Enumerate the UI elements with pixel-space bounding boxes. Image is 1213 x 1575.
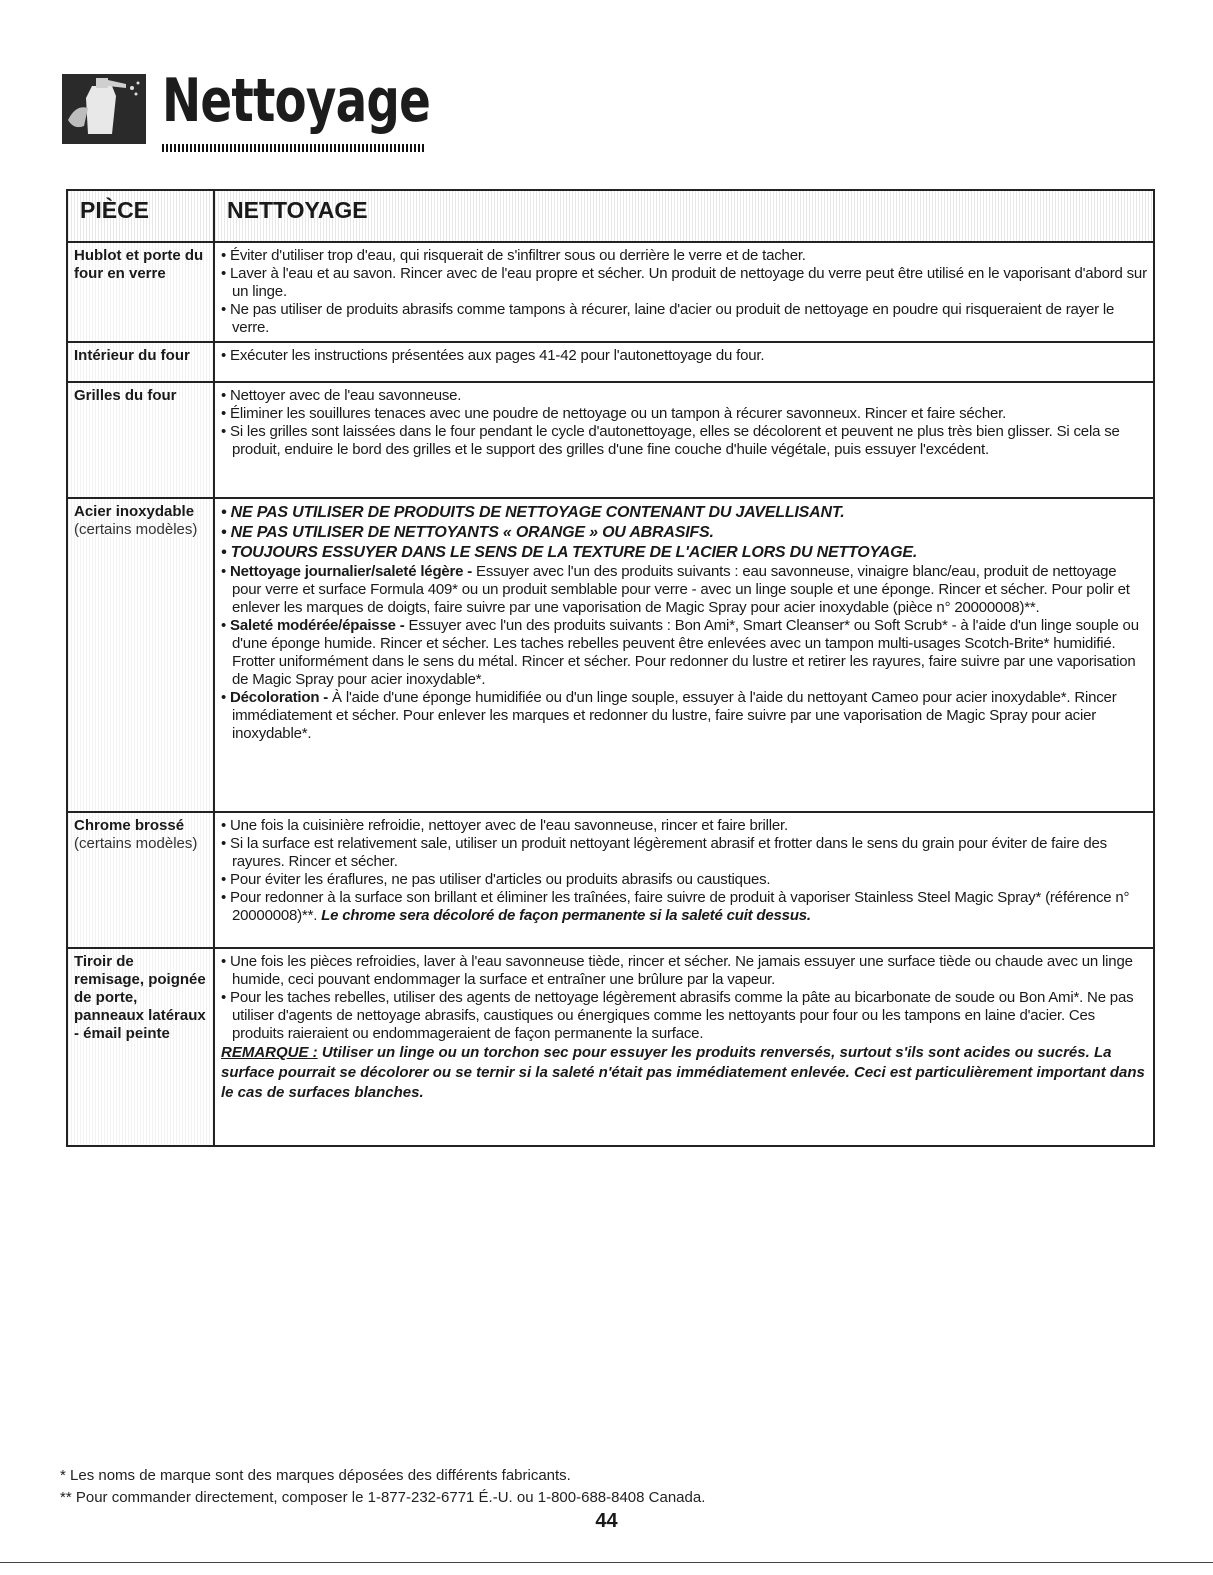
- title-underline: [162, 144, 424, 152]
- table-row: [67, 498, 1154, 812]
- list-item: [221, 563, 1147, 617]
- item-lead: Saleté modérée/épaisse -: [230, 617, 405, 634]
- list-item: • Nettoyer avec de l'eau savonneuse.: [221, 387, 1147, 405]
- table-row: [67, 242, 1154, 342]
- cleaning-cell: [214, 812, 1154, 948]
- list-item: • Éliminer les souillures tenaces avec une poudre de nettoyage ou un tampon à récurer savonneux. Rincer et faire sécher.: [221, 405, 1147, 423]
- piece-name: Tiroir de remisage, poignée de porte, panneaux latéraux - émail peinte: [74, 953, 206, 1042]
- cleaning-cell: [214, 948, 1154, 1146]
- header-piece: PIÈCE: [67, 190, 214, 242]
- table-row: [67, 382, 1154, 498]
- list-item: [221, 617, 1147, 689]
- piece-cell: [67, 342, 214, 382]
- list-item: • Laver à l'eau et au savon. Rincer avec de l'eau propre et sécher. Un produit de nettoyage du verre peut être utilisé en le vaporisant d'abord sur un linge.: [221, 265, 1147, 301]
- piece-name: Chrome brossé: [74, 817, 185, 834]
- list-item: • Une fois la cuisinière refroidie, nettoyer avec de l'eau savonneuse, rincer et faire briller.: [221, 817, 1147, 835]
- item-lead: Nettoyage journalier/saleté légère -: [230, 563, 473, 580]
- piece-cell: [67, 382, 214, 498]
- piece-note: (certains modèles): [74, 521, 198, 538]
- cleaning-cell: [214, 242, 1154, 342]
- warning-item: • TOUJOURS ESSUYER DANS LE SENS DE LA TEXTURE DE L'ACIER LORS DU NETTOYAGE.: [221, 543, 1147, 563]
- item-text: Essuyer avec l'un des produits suivants : eau savonneuse, vinaigre blanc/eau, produit de nettoyage pour verre et surface Formula 409* ou un produit semblable pour verre - avec un linge souple et une éponge. Rincer et sécher. Pour polir et enlever les marques de doigts, faire suivre par une vaporisation de Magic Spray pour acier inoxydable (pièce n° 20000008)**.: [232, 563, 1130, 616]
- remark-label: REMARQUE :: [221, 1044, 318, 1061]
- list-item: [221, 889, 1147, 925]
- table-header-row: [67, 190, 1154, 242]
- header-cleaning: NETTOYAGE: [214, 190, 1154, 242]
- warning-item: • NE PAS UTILISER DE PRODUITS DE NETTOYAGE CONTENANT DU JAVELLISANT.: [221, 503, 1147, 523]
- cleaning-table: [66, 189, 1155, 1147]
- list-item: • Si la surface est relativement sale, utiliser un produit nettoyant légèrement abrasif et frotter dans le sens du grain pour éviter de faire des rayures. Rincer et sécher.: [221, 835, 1147, 871]
- footnote: * Les noms de marque sont des marques déposées des différents fabricants.: [60, 1467, 571, 1484]
- list-item: [221, 689, 1147, 743]
- cleaning-spray-icon: [62, 74, 146, 144]
- piece-cell: [67, 948, 214, 1146]
- list-item: • Pour éviter les éraflures, ne pas utiliser d'articles ou produits abrasifs ou caustiques.: [221, 871, 1147, 889]
- page-number: 44: [595, 1510, 618, 1532]
- item-lead: Décoloration -: [230, 689, 329, 706]
- piece-name: Grilles du four: [74, 387, 177, 404]
- item-text: Pour redonner à la surface son brillant et éliminer les traînées, faire suivre de produit à vaporiser Stainless Steel Magic Spray* (référence n° 20000008)**.: [230, 889, 1130, 924]
- remark: [221, 1043, 1147, 1103]
- list-item: • Ne pas utiliser de produits abrasifs comme tampons à récurer, laine d'acier ou produit de nettoyage en poudre qui risqueraient de rayer le verre.: [221, 301, 1147, 337]
- piece-cell: [67, 498, 214, 812]
- table-row: [67, 948, 1154, 1146]
- footnote: ** Pour commander directement, composer le 1-877-232-6771 É.-U. ou 1-800-688-8408 Canada.: [60, 1489, 706, 1506]
- table-row: [67, 812, 1154, 948]
- piece-cell: [67, 242, 214, 342]
- footnotes: [60, 1465, 705, 1509]
- piece-cell: [67, 812, 214, 948]
- bottom-rule: [0, 1562, 1213, 1563]
- list-item: • Exécuter les instructions présentées aux pages 41-42 pour l'autonettoyage du four.: [221, 347, 1147, 365]
- remark-text: Utiliser un linge ou un torchon sec pour essuyer les produits renversés, surtout s'ils sont acides ou sucrés. La surface pourrait se décolorer ou se ternir si la saleté n'était pas immédiatement enlevée. Ceci est particulièrement important dans le cas de surfaces blanches.: [221, 1044, 1145, 1101]
- item-emphasis: Le chrome sera décoloré de façon permanente si la saleté cuit dessus.: [321, 907, 811, 924]
- piece-name: Hublot et porte du four en verre: [74, 247, 204, 282]
- piece-name: Intérieur du four: [74, 347, 190, 364]
- list-item: • Éviter d'utiliser trop d'eau, qui risquerait de s'infiltrer sous ou derrière le verre et de tacher.: [221, 247, 1147, 265]
- list-item: • Pour les taches rebelles, utiliser des agents de nettoyage légèrement abrasifs comme la pâte au bicarbonate de soude ou Bon Ami*. Ne pas utiliser d'agents de nettoyage abrasifs, caustiques ou énergiques comme les nettoyants pour four ou les tampons en laine d'acier. Ces produits raieraient ou endommageraient de façon permanente la surface.: [221, 989, 1147, 1043]
- list-item: • Si les grilles sont laissées dans le four pendant le cycle d'autonettoyage, elles se décolorent et peuvent ne plus très bien glisser. Si cela se produit, enduire le bord des grilles et le support des grilles d'une fine couche d'huile végétale, puis essuyer l'excédent.: [221, 423, 1147, 459]
- item-text: Essuyer avec l'un des produits suivants : Bon Ami*, Smart Cleanser* ou Soft Scrub* - à l'aide d'un linge souple ou d'une éponge humide. Rincer et sécher. Les taches rebelles peuvent être enlevées avec un tampon multi-usages Scotch-Brite* humidifié. Frotter uniformément dans le sens du métal. Rincer et sécher. Pour redonner du lustre et retirer les rayures, faire suivre par une vaporisation de Magic Spray pour acier inoxydable*.: [232, 617, 1139, 688]
- piece-note: (certains modèles): [74, 835, 198, 852]
- cleaning-cell: [214, 342, 1154, 382]
- page-title: Nettoyage: [162, 66, 431, 136]
- piece-name: Acier inoxydable: [74, 503, 195, 520]
- list-item: • Une fois les pièces refroidies, laver à l'eau savonneuse tiède, rincer et sécher. Ne jamais essuyer une surface tiède ou chaude avec un linge humide, ceci pouvant endommager la surface et entraîner une brûlure par la vapeur.: [221, 953, 1147, 989]
- cleaning-cell: [214, 382, 1154, 498]
- table-row: [67, 342, 1154, 382]
- item-text: À l'aide d'une éponge humidifiée ou d'un linge souple, essuyer à l'aide du nettoyant Cameo pour acier inoxydable*. Rincer immédiatement et sécher. Pour enlever les marques et redonner du lustre, faire suivre par une vaporisation de Magic Spray pour acier inoxydable*.: [232, 689, 1117, 742]
- warning-item: • NE PAS UTILISER DE NETTOYANTS « ORANGE » OU ABRASIFS.: [221, 523, 1147, 543]
- cleaning-cell: [214, 498, 1154, 812]
